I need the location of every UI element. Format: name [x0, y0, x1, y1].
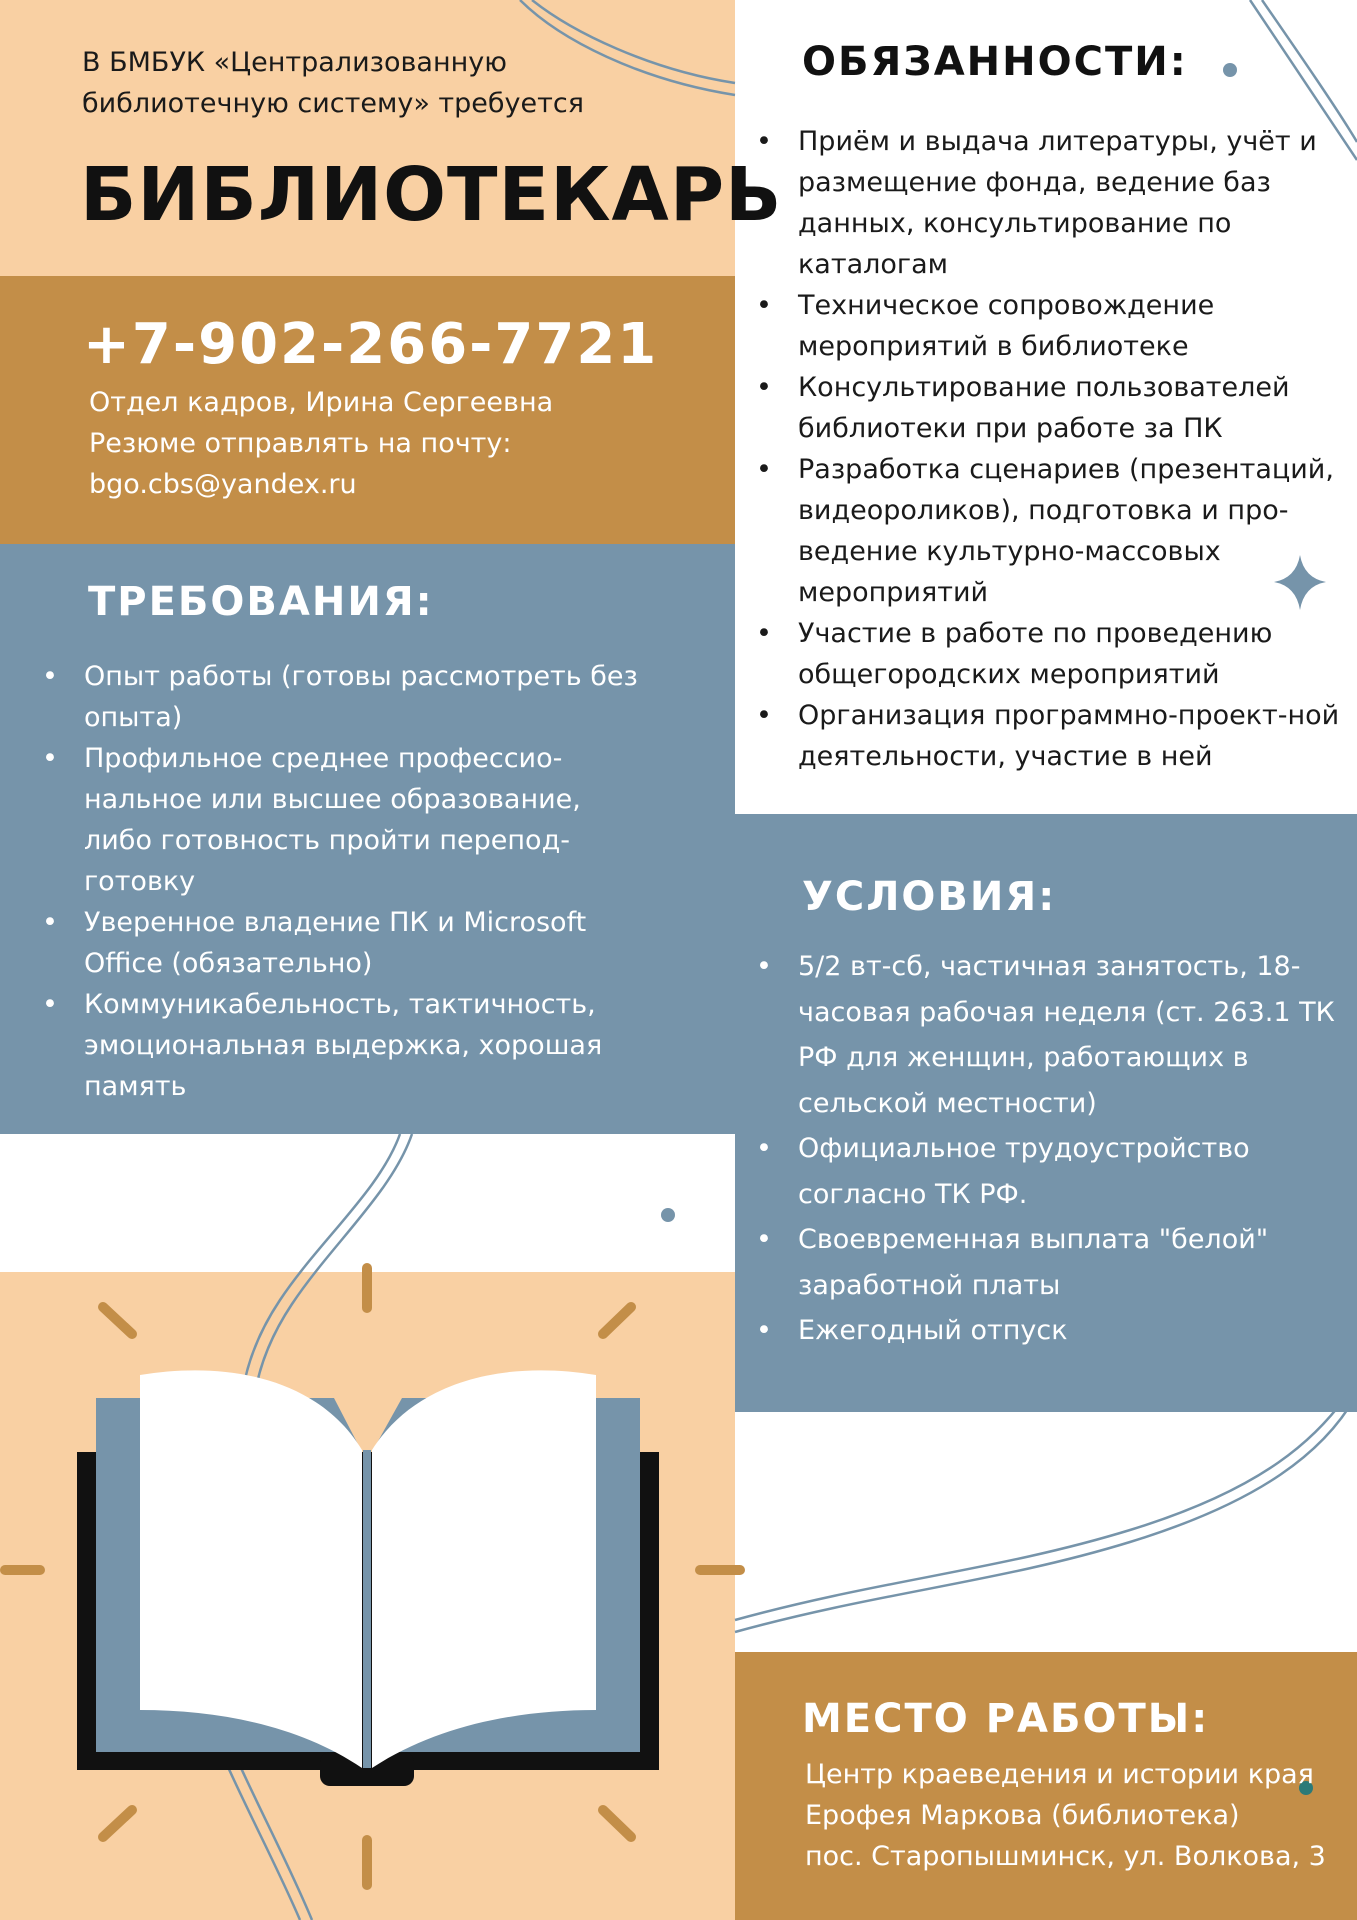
list-item: • Коммуникабельность, тактичность, эмоциональная выдержка, хорошая память [42, 984, 642, 1107]
list-item: • Техническое сопровождение мероприятий в библиотеке [756, 285, 1356, 367]
workplace-address [805, 1754, 1326, 1877]
workplace-heading: МЕСТО РАБОТЫ: [802, 1696, 1210, 1742]
list-item: • Профильное среднее профессио-нальное или высшее образование, либо готовность пройти перепод-готовку [42, 738, 642, 902]
resume-instruction: Резюме отправлять на почту: [89, 428, 512, 459]
duties-heading: ОБЯЗАННОСТИ: [802, 39, 1188, 85]
contact-info [89, 382, 709, 505]
list-item: • Участие в работе по проведению общегородских мероприятий [756, 613, 1356, 695]
intro-text [82, 42, 682, 124]
requirements-heading: ТРЕБОВАНИЯ: [88, 579, 434, 625]
list-item: • Уверенное владение ПК и Microsoft Office (обязательно) [42, 902, 642, 984]
workplace-line-3: пос. Старопышминск, ул. Волкова, 3 [805, 1841, 1326, 1872]
list-item: • Опыт работы (готовы рассмотреть без опыта) [42, 656, 642, 738]
intro-line-2: библиотечную систему» требуется [82, 88, 584, 119]
list-item: • Приём и выдача литературы, учёт и размещение фонда, ведение баз данных, консультирование по каталогам [756, 121, 1356, 285]
contact-person: Отдел кадров, Ирина Сергеевна [89, 387, 554, 418]
workplace-line-2: Ерофея Маркова (библиотека) [805, 1800, 1240, 1831]
requirements-list [42, 656, 642, 1107]
list-item: • Организация программно-проект-ной деятельности, участие в ней [756, 695, 1356, 777]
duties-list [756, 121, 1356, 777]
intro-line-1: В БМБУК «Централизованную [82, 47, 507, 78]
list-item: • Консультирование пользователей библиотеки при работе за ПК [756, 367, 1356, 449]
list-item: • Ежегодный отпуск [756, 1308, 1336, 1354]
contact-email[interactable]: bgo.cbs@yandex.ru [89, 469, 357, 500]
workplace-line-1: Центр краеведения и истории края [805, 1759, 1314, 1790]
conditions-heading: УСЛОВИЯ: [802, 874, 1057, 920]
list-item: • 5/2 вт-сб, частичная занятость, 18-часовая рабочая неделя (ст. 263.1 ТК РФ для женщин, работающих в сельской местности) [756, 944, 1336, 1126]
list-item: • Официальное трудоустройство согласно ТК РФ. [756, 1126, 1336, 1217]
phone-number[interactable]: +7-902-266-7721 [83, 312, 659, 377]
list-item: • Разработка сценариев (презентаций, видеороликов), подготовка и про-ведение культурно-массовых мероприятий [756, 449, 1356, 613]
page-title: БИБЛИОТЕКАРЬ [80, 152, 783, 238]
conditions-list [756, 944, 1336, 1354]
list-item: • Своевременная выплата "белой" заработной платы [756, 1217, 1336, 1308]
